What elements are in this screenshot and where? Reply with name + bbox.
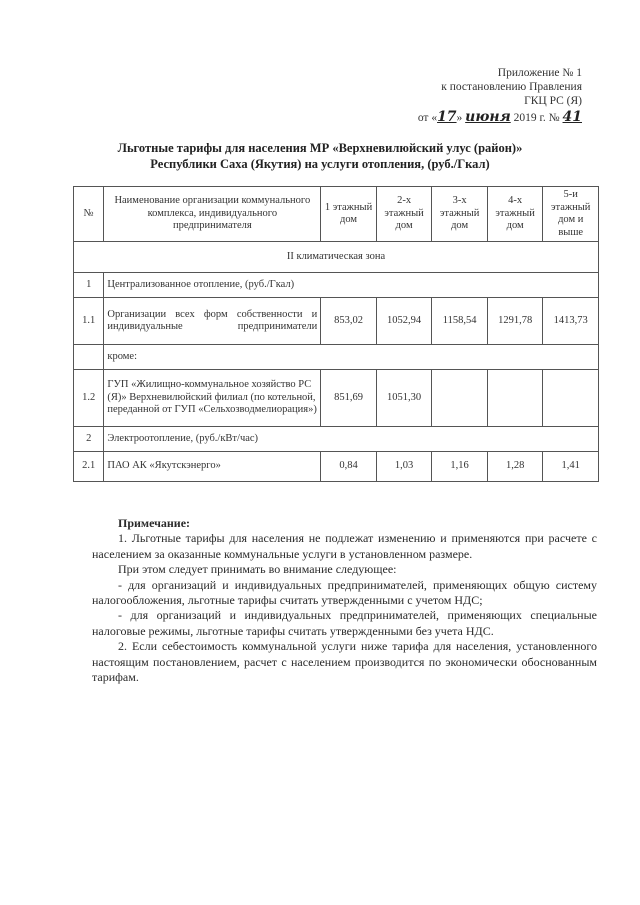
notes-heading: Примечание: bbox=[118, 516, 191, 530]
value-5-floor bbox=[543, 370, 599, 427]
header-organization: Наименование организации коммунального комплекса, индивидуального предпринимателя bbox=[104, 187, 321, 242]
appendix-date-line: от «17» июня 2019 г. № 41 bbox=[417, 109, 582, 125]
document-title bbox=[100, 140, 540, 172]
row-num: 1.1 bbox=[74, 298, 104, 345]
climate-zone-row bbox=[74, 242, 599, 273]
note-paragraph-3: - для организаций и индивидуальных предпринимателей, применяющих общую систему налогообложения, льготные тарифы считать утвержденными с учетом НДС; bbox=[92, 577, 597, 608]
appendix-line-3: ГКЦ РС (Я) bbox=[524, 95, 582, 107]
date-month: июня bbox=[465, 109, 511, 125]
value-5-floor: 1,41 bbox=[543, 452, 599, 482]
date-prefix: от bbox=[417, 112, 429, 124]
row-section-title: Электроотопление, (руб./кВт/час) bbox=[104, 427, 599, 452]
notes-section bbox=[92, 516, 597, 685]
value-2-floor: 1,03 bbox=[376, 452, 432, 482]
date-number: 41 bbox=[562, 109, 582, 125]
appendix-line-1: Приложение № 1 bbox=[497, 67, 582, 79]
row-num: 1.2 bbox=[74, 370, 104, 427]
value-1-floor: 851,69 bbox=[321, 370, 377, 427]
row-num: 2.1 bbox=[74, 452, 104, 482]
value-4-floor: 1,28 bbox=[487, 452, 543, 482]
table-row bbox=[74, 370, 599, 427]
row-num: 1 bbox=[74, 273, 104, 298]
title-line-2: Республики Саха (Якутия) на услуги отопления, (руб./Гкал) bbox=[150, 157, 490, 171]
row-organization: ПАО АК «Якутскэнерго» bbox=[104, 452, 321, 482]
value-2-floor: 1052,94 bbox=[376, 298, 432, 345]
note-paragraph-2: При этом следует принимать во внимание следующее: bbox=[118, 562, 397, 577]
header-1-floor: 1 этажный дом bbox=[321, 187, 377, 242]
header-num: № bbox=[74, 187, 104, 242]
value-2-floor: 1051,30 bbox=[376, 370, 432, 427]
climate-zone-label: II климатическая зона bbox=[74, 242, 599, 273]
date-day: 17 bbox=[437, 109, 457, 125]
value-3-floor bbox=[432, 370, 488, 427]
value-4-floor bbox=[487, 370, 543, 427]
appendix-block bbox=[382, 66, 582, 125]
header-2-floor: 2-х этажный дом bbox=[376, 187, 432, 242]
value-3-floor: 1,16 bbox=[432, 452, 488, 482]
header-4-floor: 4-х этажный дом bbox=[487, 187, 543, 242]
note-paragraph-4: - для организаций и индивидуальных предпринимателей, применяющих специальные налоговые режимы, льготные тарифы считать утвержденными без учета НДС. bbox=[92, 608, 597, 638]
appendix-line-2: к постановлению Правления bbox=[441, 81, 582, 93]
value-1-floor: 853,02 bbox=[321, 298, 377, 345]
row-section-title: Централизованное отопление, (руб./Гкал) bbox=[104, 273, 599, 298]
row-num-empty bbox=[74, 345, 104, 370]
tariff-table bbox=[73, 186, 599, 482]
note-paragraph-1: 1. Льготные тарифы для населения не подлежат изменению и применяются при расчете с населением за оказанные коммунальные услуги в установленном размере. bbox=[92, 531, 597, 561]
table-row bbox=[74, 452, 599, 482]
row-num: 2 bbox=[74, 427, 104, 452]
table-row bbox=[74, 273, 599, 298]
row-organization: Организации всех форм собственности и индивидуальные предприниматели bbox=[104, 298, 321, 345]
value-3-floor: 1158,54 bbox=[432, 298, 488, 345]
table-header-row bbox=[74, 187, 599, 242]
date-year: 2019 г. № bbox=[513, 112, 560, 124]
row-except-label: кроме: bbox=[104, 345, 599, 370]
row-organization: ГУП «Жилищно-коммунальное хозяйство РС (Я)» Верхневилюйский филиал (по котельной, переданной от ГУП «Сельхозводмелиорация») bbox=[104, 370, 321, 427]
table-row bbox=[74, 427, 599, 452]
title-line-1: Льготные тарифы для населения МР «Верхневилюйский улус (район)» bbox=[117, 141, 523, 155]
table-row bbox=[74, 345, 599, 370]
table-row bbox=[74, 298, 599, 345]
value-5-floor: 1413,73 bbox=[543, 298, 599, 345]
value-1-floor: 0,84 bbox=[321, 452, 377, 482]
header-5-floor: 5-и этажный дом и выше bbox=[543, 187, 599, 242]
note-paragraph-5: 2. Если себестоимость коммунальной услуги ниже тарифа для населения, установленного настоящим постановлением, расчет с населением производится по экономически обоснованным тарифам. bbox=[92, 639, 597, 685]
header-3-floor: 3-х этажный дом bbox=[432, 187, 488, 242]
value-4-floor: 1291,78 bbox=[487, 298, 543, 345]
